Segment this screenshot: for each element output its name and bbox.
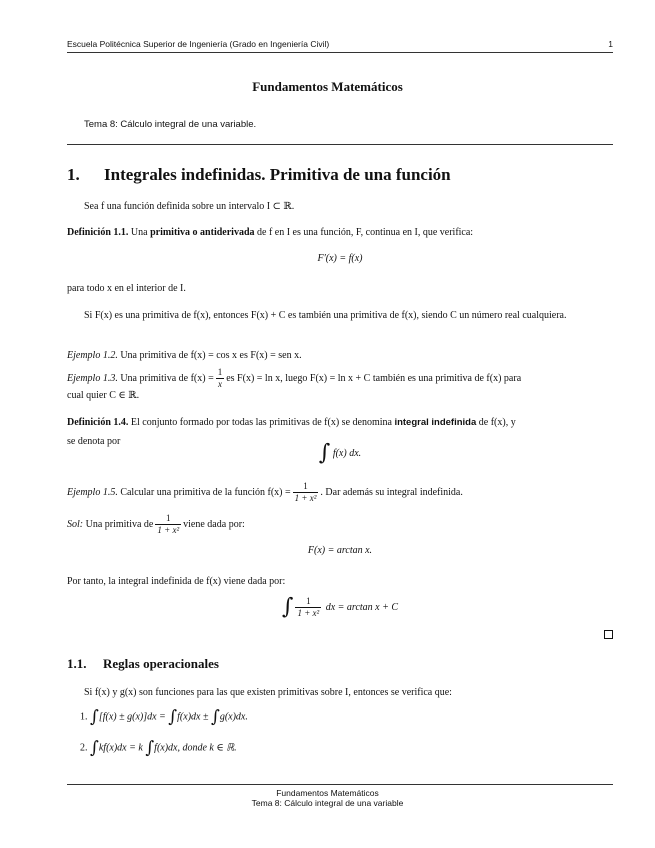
sol-formula: F(x) = arctan x.: [307, 545, 373, 556]
page-number: 1: [608, 39, 613, 49]
rule-part-a: kf(x)dx = k: [98, 742, 143, 754]
def11-post: de f en I es una función, F, continua en I, que verifica:: [257, 227, 474, 238]
ej13-denominator: x: [217, 379, 222, 389]
integral-sign: ∫: [145, 738, 155, 758]
rule-number: 2.: [80, 742, 88, 754]
rule-part-c: g(x)dx.: [219, 711, 248, 723]
def14-term: integral indefinida: [394, 417, 477, 428]
rule-number: 1.: [80, 711, 88, 723]
final-fraction: [295, 596, 321, 619]
section-heading: [67, 165, 451, 185]
integral-sign: ∫: [318, 440, 331, 466]
integral-sign: ∫: [90, 738, 99, 758]
def11-after: para todo x en el interior de I.: [67, 283, 186, 294]
qed-square-icon: [604, 630, 613, 639]
ej12-text: Una primitiva de f(x) = cos x es F(x) = sen x.: [120, 350, 302, 361]
sol-label: Sol:: [67, 518, 84, 530]
footer-line-2: Tema 8: Cálculo integral de una variable: [251, 798, 404, 808]
ej13-post: es F(x) = ln x, luego F(x) = ln x + C también es una primitiva de f(x) para: [226, 372, 522, 384]
def14-formula: f(x) dx.: [332, 448, 362, 459]
def11-formula: F′(x) = f(x): [317, 253, 363, 264]
rule-part-b: f(x)dx, donde k ∈ ℝ.: [154, 742, 237, 754]
def11-pre: Una: [130, 227, 148, 238]
final-rest: dx = arctan x + C: [325, 601, 399, 613]
footer-line-1: Fundamentos Matemáticos: [276, 788, 379, 798]
sol-pre: Una primitiva de: [85, 518, 154, 530]
ej15-pre: Calcular una primitiva de la función f(x) =: [120, 486, 291, 498]
final-denominator: 1 + x²: [297, 608, 320, 618]
definition-1-4: [67, 413, 613, 432]
document-title: Fundamentos Matemáticos: [252, 79, 403, 94]
ej13-label: Ejemplo 1.3.: [67, 372, 118, 384]
section-number: 1.: [67, 165, 80, 184]
subsection-heading: [67, 656, 219, 672]
ej15-numerator: 1: [293, 481, 319, 493]
ej15-denominator: 1 + x²: [294, 493, 317, 503]
header-rule: [67, 52, 613, 53]
title-rule: [67, 144, 613, 145]
def14-pre: El conjunto formado por todas las primitivas de f(x) se denomina: [130, 417, 392, 428]
example-1-2: [67, 346, 613, 365]
header-institution: Escuela Politécnica Superior de Ingeniería (Grado en Ingeniería Civil): [67, 39, 330, 49]
ej15-label: Ejemplo 1.5.: [67, 486, 118, 498]
subsection-title: Reglas operacionales: [103, 656, 219, 671]
integral-sign: ∫: [168, 707, 178, 727]
example-1-5: [67, 481, 613, 504]
footer-rule: [67, 784, 613, 785]
rule-part-b: f(x)dx ±: [177, 711, 209, 723]
sol-numerator: 1: [155, 513, 181, 525]
portanto-paragraph: Por tanto, la integral indefinida de f(x) viene dada por:: [67, 576, 286, 587]
ej13-numerator: 1: [217, 367, 223, 377]
def14-line2: se denota por: [67, 436, 121, 447]
integral-sign: ∫: [210, 707, 220, 727]
definition-1-1: [67, 223, 613, 242]
ej12-label: Ejemplo 1.2.: [67, 350, 118, 361]
sol-post: viene dada por:: [183, 518, 245, 530]
sol-fraction: [155, 513, 181, 536]
ej15-post: . Dar además su integral indefinida.: [320, 486, 463, 498]
solution-line: [67, 513, 613, 536]
section-title: Integrales indefinidas. Primitiva de una función: [104, 165, 451, 184]
running-header: [67, 39, 613, 49]
rule-item: [80, 738, 237, 758]
ej13-line2: cual quier C ∈ ℝ.: [67, 390, 140, 401]
def11-term: primitiva o antiderivada: [150, 227, 255, 238]
def14-label: Definición 1.4.: [67, 417, 129, 428]
rule-part-a: [f(x) ± g(x)]dx =: [98, 711, 166, 723]
final-formula: [67, 596, 613, 619]
final-numerator: 1: [295, 596, 321, 608]
topic-line: Tema 8: Cálculo integral de una variable.: [84, 119, 257, 130]
integral-sign: ∫: [90, 707, 99, 727]
rules-intro: Si f(x) y g(x) son funciones para las que existen primitivas sobre I, entonces se verifica que:: [84, 687, 452, 698]
def11-label: Definición 1.1.: [67, 227, 129, 238]
rule-item: [80, 707, 248, 727]
ej13-pre: Una primitiva de f(x) =: [120, 372, 214, 384]
subsection-number: 1.1.: [67, 656, 87, 671]
def14-post: de f(x), y: [478, 417, 516, 428]
integral-sign: ∫: [281, 594, 294, 620]
sol-denominator: 1 + x²: [157, 525, 180, 535]
intro-paragraph: Sea f una función definida sobre un intervalo I ⊂ ℝ.: [84, 201, 295, 212]
remark-paragraph: Si F(x) es una primitiva de f(x), entonces F(x) + C es también una primitiva de f(x), siendo C un número real cualquiera.: [84, 310, 567, 321]
ej15-fraction: [293, 481, 319, 504]
